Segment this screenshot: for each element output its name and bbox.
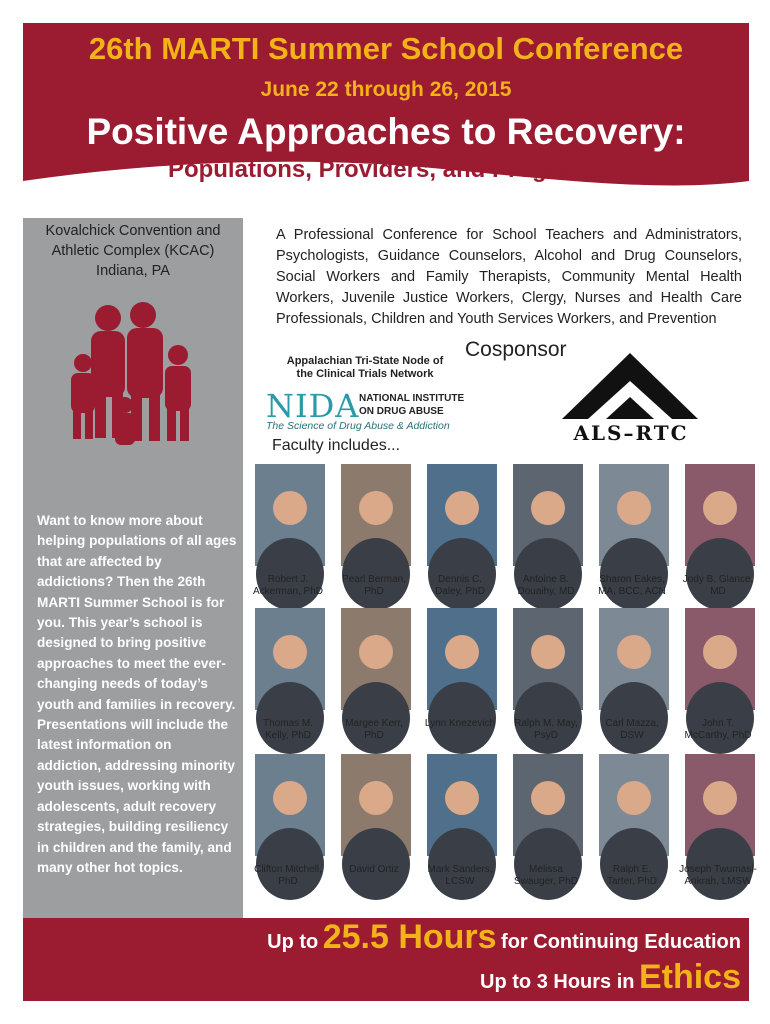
conference-dates: June 22 through 26, 2015 bbox=[260, 78, 512, 101]
node-title-line: Appalachian Tri-State Node of bbox=[286, 355, 444, 367]
faculty-credential-line: Ackerman, PhD bbox=[252, 586, 324, 597]
faculty-name-line: Clifton Mitchell, bbox=[254, 864, 322, 875]
venue-info bbox=[29, 221, 237, 281]
faculty-credential-line: MA, BCC, ACN bbox=[598, 586, 666, 597]
faculty-name bbox=[331, 864, 417, 876]
faculty-name-line: Carl Mazza, bbox=[605, 718, 659, 729]
faculty-name bbox=[503, 718, 589, 742]
faculty-name-line: Ralph E. bbox=[612, 864, 652, 875]
faculty-credential-line: MD bbox=[710, 586, 726, 597]
faculty-photo bbox=[513, 608, 583, 710]
faculty-name-line: Joseph Twumasi- bbox=[679, 864, 757, 875]
faculty-credential-line: PhD bbox=[278, 876, 298, 887]
faculty-credential-line: Tarter, PhD bbox=[606, 876, 658, 887]
faculty-photo bbox=[599, 464, 669, 566]
faculty-photo bbox=[255, 754, 325, 856]
faculty-name bbox=[675, 864, 761, 888]
ethics-word: Ethics bbox=[638, 958, 741, 996]
faculty-label: Faculty includes... bbox=[272, 437, 401, 454]
faculty-name-line: Robert J. bbox=[267, 574, 309, 585]
faculty-credential-line: PhD bbox=[364, 586, 384, 597]
faculty-name bbox=[245, 864, 331, 888]
conference-title: 26th MARTI Summer School Conference bbox=[88, 31, 684, 66]
node-title-line: the Clinical Trials Network bbox=[296, 368, 434, 380]
faculty-credential-line: Ankrah, LMSW bbox=[684, 876, 752, 887]
faculty-photo bbox=[427, 608, 497, 710]
als-rtc-logo: ALS–RTC bbox=[573, 421, 689, 445]
faculty-photo bbox=[341, 754, 411, 856]
ce-hours: 25.5 Hours bbox=[322, 918, 497, 956]
ce-suffix: for Continuing Education bbox=[501, 931, 741, 953]
faculty-name bbox=[503, 864, 589, 888]
faculty-photo bbox=[427, 464, 497, 566]
faculty-photo bbox=[513, 464, 583, 566]
faculty-photo bbox=[255, 464, 325, 566]
faculty-photo bbox=[255, 608, 325, 710]
faculty-name bbox=[417, 864, 503, 888]
faculty-name bbox=[245, 718, 331, 742]
nida-name bbox=[359, 392, 469, 418]
faculty-credential-line: LCSW bbox=[445, 876, 475, 887]
faculty-name bbox=[503, 574, 589, 598]
header-banner bbox=[23, 23, 749, 218]
venue-line: Indiana, PA bbox=[96, 263, 170, 279]
footer-banner bbox=[23, 918, 749, 1001]
faculty-name-line: Margee Kerr, bbox=[345, 718, 403, 729]
faculty-name-line: Ralph M. May, bbox=[514, 718, 578, 729]
faculty-credential-line: Daley, PhD bbox=[435, 586, 485, 597]
ce-hours-line bbox=[267, 918, 741, 957]
faculty-photo bbox=[427, 754, 497, 856]
faculty-credential-line: PhD bbox=[364, 730, 384, 741]
faculty-name bbox=[417, 574, 503, 598]
faculty-photo bbox=[341, 608, 411, 710]
faculty-photo bbox=[685, 608, 755, 710]
nida-name-line: ON DRUG ABUSE bbox=[359, 406, 444, 417]
faculty-photo bbox=[685, 464, 755, 566]
venue-line: Kovalchick Convention and bbox=[45, 223, 221, 239]
ethics-prefix: Up to 3 Hours in bbox=[480, 971, 635, 993]
main-title: Positive Approaches to Recovery: bbox=[86, 111, 686, 152]
faculty-credential-line: Swauger, PhD bbox=[514, 876, 578, 887]
faculty-credential-line: Kelly, PhD bbox=[265, 730, 311, 741]
faculty-name-line: Mark Sanders, bbox=[427, 864, 493, 875]
faculty-credential-line: PsyD bbox=[534, 730, 558, 741]
faculty-name-line: Sharon Eakes, bbox=[599, 574, 665, 585]
faculty-name bbox=[417, 718, 503, 730]
ethics-line bbox=[480, 958, 741, 997]
nida-name-line: NATIONAL INSTITUTE bbox=[359, 393, 465, 404]
nida-tagline: The Science of Drug Abuse & Addiction bbox=[266, 420, 450, 432]
faculty-name bbox=[245, 574, 331, 598]
faculty-name-line: Melissa bbox=[529, 864, 563, 875]
nida-logo: NIDA bbox=[266, 387, 360, 425]
cosponsor-label: Cosponsor bbox=[465, 338, 567, 361]
faculty-name-line: Dennis C. bbox=[438, 574, 482, 585]
faculty-photo bbox=[513, 754, 583, 856]
sidebar bbox=[23, 218, 243, 918]
als-rtc-triangle-icon bbox=[560, 351, 700, 421]
subtitle: Populations, Providers, and Programs bbox=[167, 156, 605, 183]
faculty-name-line: David Ortiz bbox=[349, 864, 399, 875]
faculty-photo bbox=[685, 754, 755, 856]
ce-prefix: Up to bbox=[267, 931, 319, 953]
faculty-credential-line: McCarthy, PhD bbox=[684, 730, 752, 741]
faculty-name bbox=[589, 574, 675, 598]
faculty-name bbox=[675, 718, 761, 742]
faculty-credential-line: Douaihy, MD bbox=[517, 586, 575, 597]
faculty-photo bbox=[599, 754, 669, 856]
faculty-name-line: Jody B. Glance, bbox=[682, 574, 754, 585]
flyer bbox=[23, 23, 757, 1001]
pitch-text: Want to know more about helping populations of all ages that are affected by addictions? Then the 26th MARTI Summer School is for you. This year’s school is designed to bring positive approaches to meet the ever-changing needs of today’s youth and families in recovery. Presentations will include the latest information on addiction, addressing minority youth issues, working with adolescents, adult recovery strategies, building resiliency in children and the family, and many other hot topics. bbox=[37, 513, 237, 875]
faculty-photo bbox=[599, 608, 669, 710]
faculty-name-line: Lynn Knezevich bbox=[424, 718, 496, 729]
faculty-name bbox=[331, 574, 417, 598]
faculty-name bbox=[589, 864, 675, 888]
faculty-name-line: Thomas M. bbox=[262, 718, 313, 729]
venue-line: Athletic Complex (KCAC) bbox=[51, 243, 215, 259]
faculty-name bbox=[331, 718, 417, 742]
faculty-name bbox=[589, 718, 675, 742]
faculty-name-line: Pearl Berman, bbox=[342, 574, 406, 585]
node-title bbox=[265, 355, 465, 381]
faculty-name-line: John T. bbox=[701, 718, 735, 729]
faculty-name bbox=[675, 574, 761, 598]
conference-description: A Professional Conference for School Teachers and Administrators, Psychologists, Guidance Counselors, Alcohol and Drug Counselors, Social Workers and Family Therapists, Community Mental Health Workers, Juvenile Justice Workers, Clergy, Nurses and Health Care Professionals, Children and Youth Services Workers, and Prevention bbox=[276, 227, 742, 327]
faculty-credential-line: DSW bbox=[620, 730, 644, 741]
faculty-photo bbox=[341, 464, 411, 566]
family-icon bbox=[63, 293, 203, 463]
faculty-name-line: Antoine B. bbox=[522, 574, 570, 585]
